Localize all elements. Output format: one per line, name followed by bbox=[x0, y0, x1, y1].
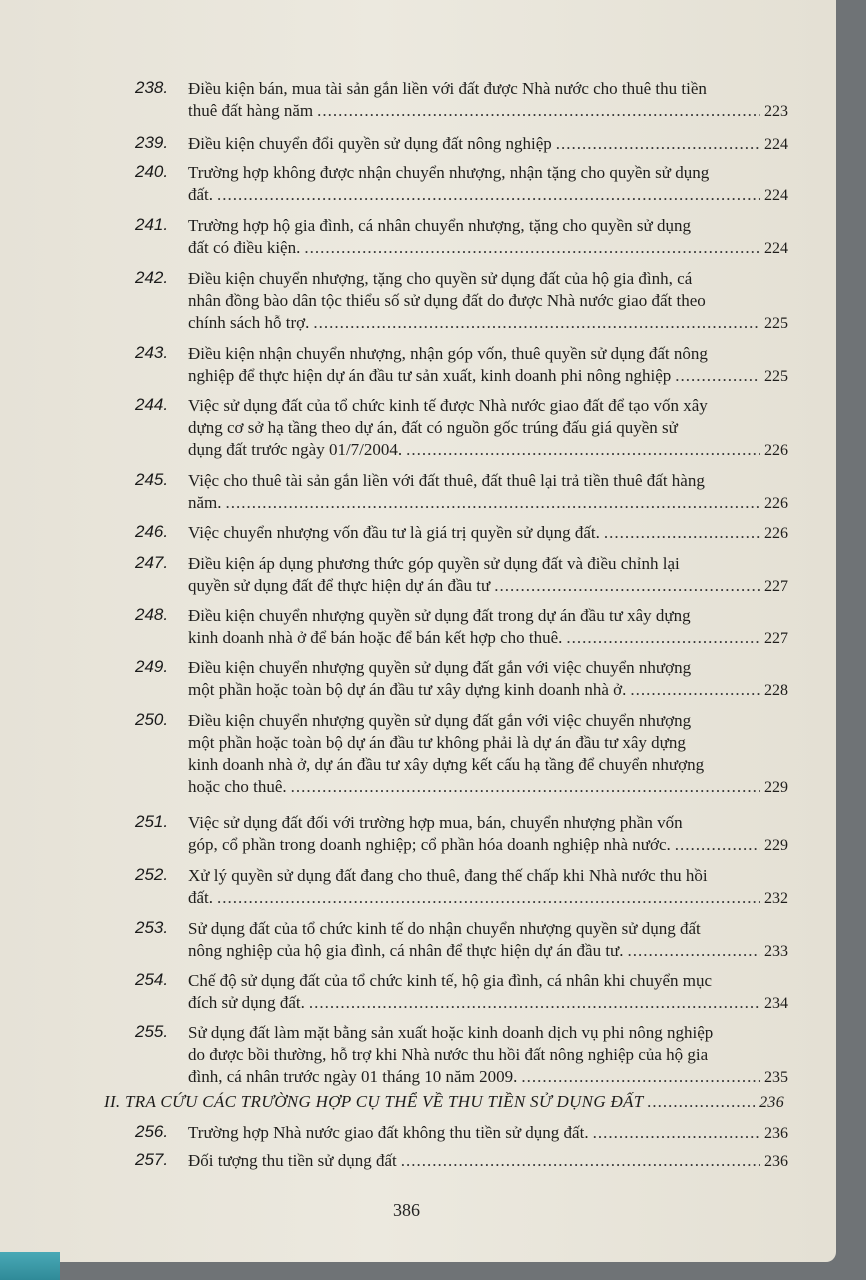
entry-text: Việc cho thuê tài sản gắn liền với đất thuê, đất thuê lại trả tiền thuê đất hàng bbox=[188, 471, 705, 490]
entry-text: do được bồi thường, hỗ trợ khi Nhà nước thu hồi đất nông nghiệp của hộ gia bbox=[188, 1045, 709, 1064]
entry-page: 229 bbox=[764, 837, 788, 854]
entry-page: 226 bbox=[764, 495, 788, 512]
entry-page: 223 bbox=[764, 103, 788, 120]
entry-number: 255. bbox=[135, 1022, 169, 1041]
entry-text: góp, cổ phần trong doanh nghiệp; cổ phần hóa doanh nghiệp nhà nước. bbox=[188, 835, 671, 854]
entry-page: 232 bbox=[764, 890, 788, 907]
entry-page: 235 bbox=[764, 1069, 788, 1086]
leader-dots bbox=[217, 184, 760, 206]
entry-text: Điều kiện chuyển nhượng quyền sử dụng đất gắn với việc chuyển nhượng bbox=[188, 711, 692, 730]
entry-number: 256. bbox=[135, 1122, 169, 1141]
entry-text: Điều kiện chuyển nhượng quyền sử dụng đất gắn với việc chuyển nhượng bbox=[188, 658, 692, 677]
leader-dots bbox=[291, 776, 760, 798]
entry-text: đất có điều kiện. bbox=[188, 238, 301, 257]
entry-text: nghiệp để thực hiện dự án đầu tư sản xuất, kinh doanh phi nông nghiệp bbox=[188, 366, 672, 385]
entry-text: Việc chuyển nhượng vốn đầu tư là giá trị quyền sử dụng đất. bbox=[188, 523, 600, 542]
section-page: 236 bbox=[759, 1094, 784, 1111]
entry-text: Điều kiện nhận chuyển nhượng, nhận góp vốn, thuê quyền sử dụng đất nông bbox=[188, 344, 708, 363]
leader-dots bbox=[628, 940, 760, 962]
entry-page: 224 bbox=[764, 136, 788, 153]
entry-text: chính sách hỗ trợ. bbox=[188, 313, 310, 332]
entry-text: đất. bbox=[188, 185, 214, 204]
entry-text: Sử dụng đất làm mặt bằng sản xuất hoặc kinh doanh dịch vụ phi nông nghiệp bbox=[188, 1023, 714, 1042]
entry-number: 251. bbox=[135, 812, 169, 831]
entry-text: Điều kiện áp dụng phương thức góp quyền sử dụng đất và điều chỉnh lại bbox=[188, 554, 680, 573]
entry-text: dựng cơ sở hạ tầng theo dự án, đất có nguồn gốc trúng đấu giá quyền sử bbox=[188, 418, 678, 437]
entry-number: 244. bbox=[135, 395, 169, 414]
entry-text: Sử dụng đất của tổ chức kinh tế do nhận chuyển nhượng quyền sử dụng đất bbox=[188, 919, 701, 938]
entry-page: 228 bbox=[764, 682, 788, 699]
entry-number: 238. bbox=[135, 78, 169, 97]
entry-text: đích sử dụng đất. bbox=[188, 993, 305, 1012]
entry-text: Điều kiện chuyển nhượng, tặng cho quyền sử dụng đất của hộ gia đình, cá bbox=[188, 269, 693, 288]
entry-text: Việc sử dụng đất của tổ chức kinh tế được Nhà nước giao đất để tạo vốn xây bbox=[188, 396, 708, 415]
leader-dots bbox=[494, 575, 760, 597]
entry-text: hoặc cho thuê. bbox=[188, 777, 287, 796]
entry-number: 240. bbox=[135, 162, 169, 181]
entry-text: Trường hợp Nhà nước giao đất không thu tiền sử dụng đất. bbox=[188, 1123, 589, 1142]
leader-dots bbox=[317, 100, 760, 122]
leader-dots bbox=[406, 439, 760, 461]
entry-number: 257. bbox=[135, 1150, 169, 1169]
entry-text: Điều kiện bán, mua tài sản gắn liền với đất được Nhà nước cho thuê thu tiền bbox=[188, 79, 707, 98]
entry-page: 233 bbox=[764, 943, 788, 960]
entry-text: kinh doanh nhà ở để bán hoặc để bán kết hợp cho thuê. bbox=[188, 628, 563, 647]
section-title: II. TRA CỨU CÁC TRƯỜNG HỢP CỤ THỂ VỀ THU TIỀN SỬ DỤNG ĐẤT bbox=[104, 1092, 644, 1111]
leader-dots bbox=[313, 312, 760, 334]
entry-number: 250. bbox=[135, 710, 169, 729]
entry-text: đất. bbox=[188, 888, 214, 907]
entry-number: 253. bbox=[135, 918, 169, 937]
entry-number: 239. bbox=[135, 133, 169, 152]
leader-dots bbox=[566, 627, 760, 649]
entry-number: 254. bbox=[135, 970, 169, 989]
entry-page: 224 bbox=[764, 240, 788, 257]
leader-dots bbox=[521, 1066, 760, 1088]
entry-page: 234 bbox=[764, 995, 788, 1012]
entry-page: 225 bbox=[764, 315, 788, 332]
leader-dots bbox=[675, 365, 760, 387]
entry-text: một phần hoặc toàn bộ dự án đầu tư xây dựng kinh doanh nhà ở. bbox=[188, 680, 627, 699]
entry-page: 225 bbox=[764, 368, 788, 385]
leader-dots bbox=[675, 834, 760, 856]
entry-page: 227 bbox=[764, 630, 788, 647]
entry-text: Đối tượng thu tiền sử dụng đất bbox=[188, 1151, 397, 1170]
leader-dots bbox=[226, 492, 760, 514]
book-cover-edge bbox=[0, 1252, 60, 1280]
entry-page: 226 bbox=[764, 442, 788, 459]
entry-number: 242. bbox=[135, 268, 169, 287]
entry-number: 252. bbox=[135, 865, 169, 884]
entry-number: 249. bbox=[135, 657, 169, 676]
entry-text: nhân đồng bào dân tộc thiểu số sử dụng đất do được Nhà nước giao đất theo bbox=[188, 291, 706, 310]
leader-dots bbox=[401, 1150, 760, 1172]
entry-text: một phần hoặc toàn bộ dự án đầu tư không phải là dự án đầu tư xây dựng bbox=[188, 733, 686, 752]
entry-text: Điều kiện chuyển nhượng quyền sử dụng đất trong dự án đầu tư xây dựng bbox=[188, 606, 691, 625]
entry-page: 226 bbox=[764, 525, 788, 542]
leader-dots bbox=[309, 992, 760, 1014]
leader-dots bbox=[556, 133, 760, 155]
leader-dots bbox=[593, 1122, 760, 1144]
leader-dots bbox=[630, 679, 760, 701]
entry-text: dụng đất trước ngày 01/7/2004. bbox=[188, 440, 403, 459]
entry-page: 236 bbox=[764, 1125, 788, 1142]
leader-dots bbox=[604, 522, 760, 544]
entry-text: Trường hợp hộ gia đình, cá nhân chuyển nhượng, tặng cho quyền sử dụng bbox=[188, 216, 692, 235]
entry-number: 247. bbox=[135, 553, 169, 572]
entry-text: Chế độ sử dụng đất của tổ chức kinh tế, hộ gia đình, cá nhân khi chuyển mục bbox=[188, 971, 713, 990]
entry-page: 229 bbox=[764, 779, 788, 796]
leader-dots bbox=[647, 1092, 755, 1112]
entry-number: 248. bbox=[135, 605, 169, 624]
entry-text: Xử lý quyền sử dụng đất đang cho thuê, đang thế chấp khi Nhà nước thu hồi bbox=[188, 866, 708, 885]
entry-text: Trường hợp không được nhận chuyển nhượng, nhận tặng cho quyền sử dụng bbox=[188, 163, 710, 182]
entry-text: Điều kiện chuyển đổi quyền sử dụng đất nông nghiệp bbox=[188, 134, 552, 153]
leader-dots bbox=[217, 887, 760, 909]
entry-text: đình, cá nhân trước ngày 01 tháng 10 năm 2009. bbox=[188, 1067, 518, 1086]
entry-page: 227 bbox=[764, 578, 788, 595]
entry-text: Việc sử dụng đất đối với trường hợp mua, bán, chuyển nhượng phần vốn bbox=[188, 813, 683, 832]
entry-number: 246. bbox=[135, 522, 169, 541]
entry-text: thuê đất hàng năm bbox=[188, 101, 314, 120]
entry-page: 224 bbox=[764, 187, 788, 204]
entry-text: kinh doanh nhà ở, dự án đầu tư xây dựng kết cấu hạ tầng để chuyển nhượng bbox=[188, 755, 705, 774]
entry-text: nông nghiệp của hộ gia đình, cá nhân để thực hiện dự án đầu tư. bbox=[188, 941, 624, 960]
entry-number: 241. bbox=[135, 215, 169, 234]
leader-dots bbox=[304, 237, 760, 259]
section-heading bbox=[104, 1092, 784, 1112]
entry-number: 245. bbox=[135, 470, 169, 489]
page-number: 386 bbox=[393, 1200, 420, 1220]
entry-page: 236 bbox=[764, 1153, 788, 1170]
entry-number: 243. bbox=[135, 343, 169, 362]
entry-text: năm. bbox=[188, 493, 222, 512]
entry-text: quyền sử dụng đất để thực hiện dự án đầu tư bbox=[188, 576, 491, 595]
